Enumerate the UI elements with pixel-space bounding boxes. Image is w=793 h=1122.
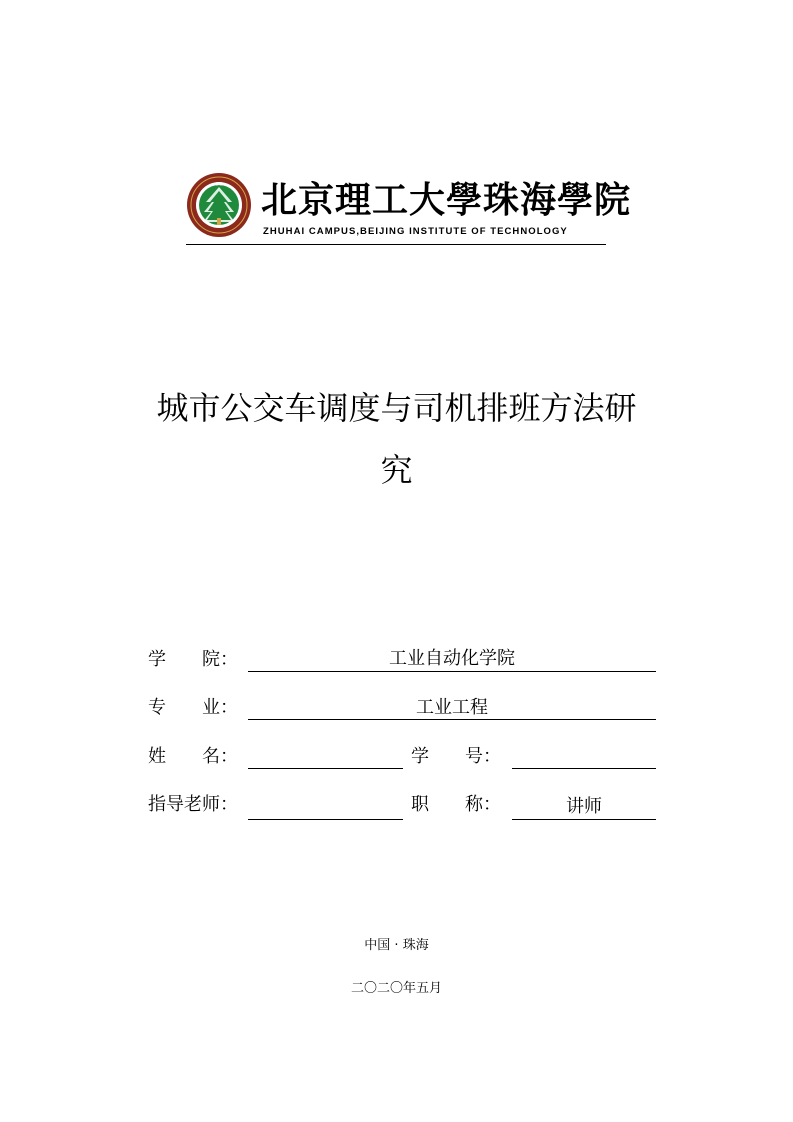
logo-divider bbox=[186, 244, 606, 245]
college-label: 学 院： bbox=[148, 649, 238, 670]
college-value: 工业自动化学院 bbox=[389, 648, 515, 669]
student-id-underline bbox=[512, 768, 656, 769]
name-underline bbox=[248, 768, 403, 769]
major-label: 专 业： bbox=[148, 697, 238, 718]
thesis-title-line2: 究 bbox=[380, 451, 413, 489]
footer-date: 二〇二〇年五月 bbox=[350, 981, 442, 996]
school-logo bbox=[186, 170, 632, 246]
thesis-title-line1: 城市公交车调度与司机排班方法研 bbox=[156, 389, 637, 427]
major-underline bbox=[248, 719, 656, 720]
school-emblem-icon bbox=[186, 172, 252, 238]
academic-title-value: 讲师 bbox=[566, 796, 602, 817]
academic-title-label: 职 称： bbox=[411, 794, 501, 815]
major-value: 工业工程 bbox=[416, 697, 488, 718]
footer-location: 中国 · 珠海 bbox=[364, 938, 429, 953]
student-id-label: 学 号： bbox=[411, 746, 501, 767]
school-name-en: ZHUHAI CAMPUS,BEIJING INSTITUTE OF TECHNOLOGY bbox=[263, 226, 568, 237]
academic-title-underline bbox=[512, 819, 656, 820]
college-underline bbox=[248, 671, 656, 672]
name-label: 姓 名： bbox=[148, 746, 238, 767]
advisor-label: 指导老师： bbox=[148, 794, 238, 815]
advisor-underline bbox=[248, 819, 403, 820]
school-name: 北京理工大學珠海學院 bbox=[261, 179, 632, 221]
